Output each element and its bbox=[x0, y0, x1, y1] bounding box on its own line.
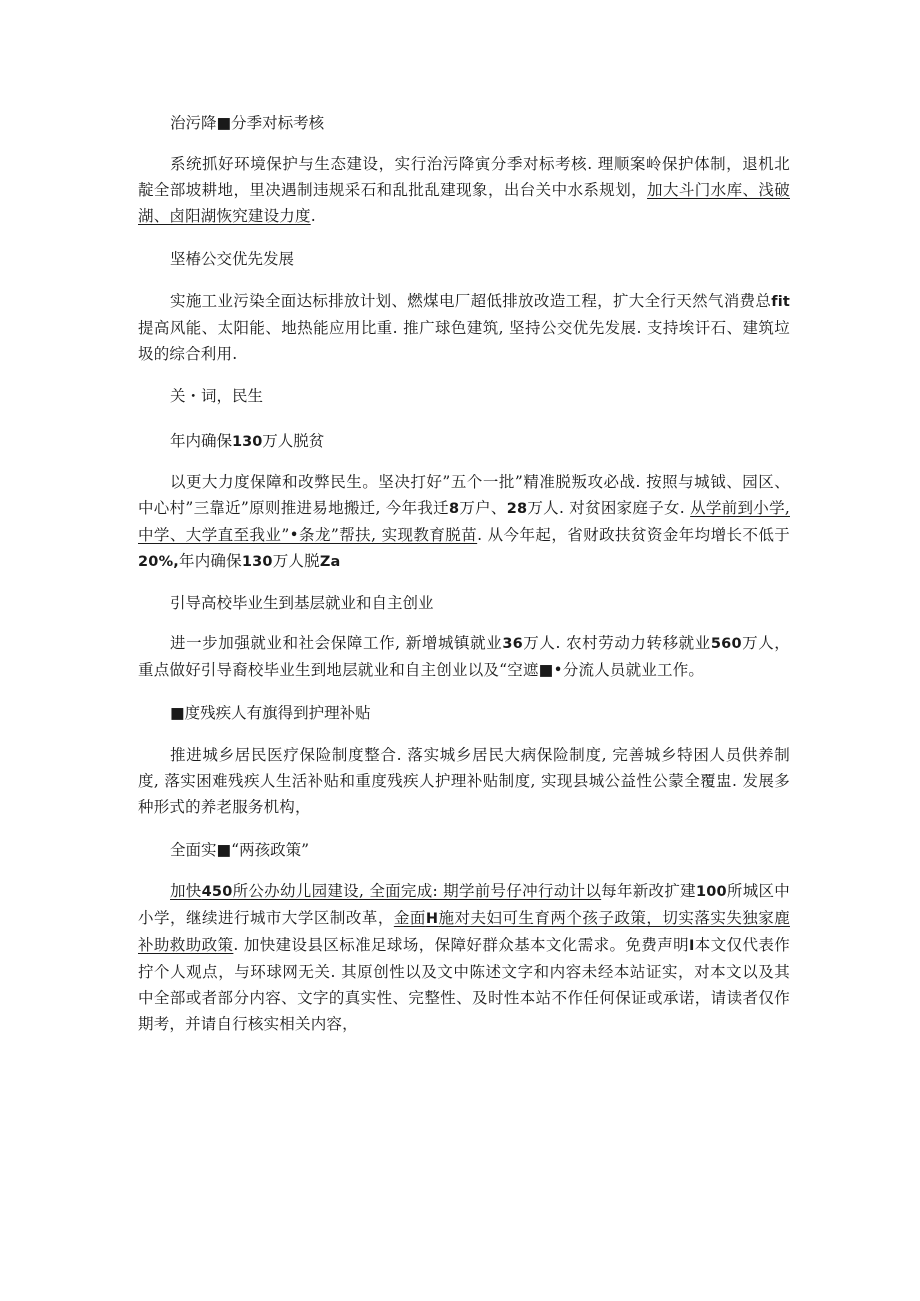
text-run: 本文仅代表作拧个人观点，与环球网无关. 其原创性以及文中陈述文字和内容未经本站证实，对本文以及其中全部或者部分内容、文字的真实性、完整性、及时性本站不作任何保证或承诺，请读者仅作期考，并请自行核实相关内容， bbox=[138, 936, 790, 1033]
text-run: 28 bbox=[506, 501, 528, 517]
text-run: 进一步加强就业和社会保障工作, 新增城镇就业 bbox=[170, 634, 503, 652]
text-run: 8 bbox=[448, 501, 460, 517]
text-run: 所城区中小学，继续进行城市大学区制改革， bbox=[138, 882, 791, 927]
text-run: 提高风能、太阳能、地热能应用比重. 推广球色建筑, 坚持公交优先发展. 支持埃讦石、建筑垃圾的综合利用. bbox=[138, 319, 790, 363]
text-run: 每年新改扩建 bbox=[601, 882, 696, 900]
text-run: 年内确保 bbox=[179, 552, 242, 570]
text-run: 100 bbox=[695, 884, 727, 900]
section-heading: 关・词，民生 bbox=[170, 387, 264, 405]
text-run: . 从今年起，省财政扶贫资金年均增长不低于 bbox=[477, 526, 790, 544]
text-run: 推进城乡居民医疗保险制度整合. 落实城乡居民大病保险制度, 完善城乡特困人员供养制度, 落实困难残疾人生活补贴和重度残疾人护理补贴制度, 实现县城公益性公蒙全覆盅. 发展多种形式的养老服务机构， bbox=[138, 746, 790, 816]
section-heading: ■度残疾人有旗得到护理补贴 bbox=[170, 704, 371, 722]
section-paragraph bbox=[138, 878, 790, 1037]
text-run: 130 bbox=[241, 554, 273, 570]
text-run: H bbox=[425, 911, 439, 927]
text-run: 以更大力度保障和改弊民生。坚决打好”五个一批”精准脱叛攻必战. 按照与城钺、园区、中心村”三靠近”原则推进易地搬迁, 今年我迁 bbox=[138, 473, 790, 517]
section-paragraph bbox=[138, 288, 790, 367]
section-heading: 坚椿公交优先发展 bbox=[170, 250, 295, 268]
text-run: fit bbox=[771, 294, 790, 310]
text-run: 所公办幼儿园建设, 全面完成: 期学前号仔冲行动计以 bbox=[232, 882, 602, 900]
section-heading: 治污降■分季对标考核 bbox=[170, 114, 325, 132]
section-heading: 引导高校毕业生到基层就业和自主创业 bbox=[170, 594, 434, 612]
text-run: . 加快建设县区标准足球场，保障好群众基本文化需求。免费声明 bbox=[233, 936, 689, 954]
section-paragraph bbox=[138, 630, 790, 683]
section-paragraph bbox=[138, 742, 790, 820]
text-run: 加大斗门水库、浅破湖、卤阳湖恢究建设力度 bbox=[138, 181, 790, 225]
text-run: 加快 bbox=[170, 882, 202, 900]
text-run: 施对夫妇可生育两个孩子政策，切实落实失独家鹿补助救助政策 bbox=[138, 909, 790, 954]
text-run: 金面 bbox=[393, 909, 426, 927]
section-paragraph bbox=[138, 151, 790, 229]
text-run: 20%, bbox=[138, 554, 180, 570]
text-run: 万户、 bbox=[459, 499, 507, 517]
section-heading bbox=[170, 431, 324, 452]
text-run: 从学前到小学, 中学、大学直至我业”•条龙”帮扶, 实现教育脱苗 bbox=[138, 499, 790, 544]
text-run: 36 bbox=[502, 636, 523, 652]
text-run: . bbox=[310, 207, 316, 225]
text-run: 万人. 对贫困家庭子女. bbox=[527, 499, 691, 517]
text-run: 万人. 农村劳动力转移就业 bbox=[522, 634, 711, 652]
text-run: 实施工业污染全面达标排放计划、燃煤电厂超低排放改造工程，扩大全行天然气消费总 bbox=[170, 292, 772, 310]
text-run: I bbox=[689, 938, 695, 954]
text-run: 450 bbox=[201, 884, 233, 900]
text-run: 万人脱贫 bbox=[262, 432, 325, 450]
text-run: 万人脱 bbox=[272, 552, 320, 570]
text-run: Za bbox=[319, 554, 341, 570]
text-run: 130 bbox=[232, 434, 263, 450]
section-paragraph bbox=[138, 469, 790, 575]
text-run: 560 bbox=[710, 636, 742, 652]
text-run: 年内确保 bbox=[170, 432, 233, 450]
text-run: 万人，重点做好引导裔校毕业生到地层就业和自主创业以及“空遮■•分流人员就业工作。 bbox=[138, 634, 790, 679]
section-heading: 全面实■“两孩政策” bbox=[170, 841, 309, 859]
text-run: 系统抓好环境保护与生态建设，实行治污降寅分季对标考核. 理顺案岭保护体制，退机北靛全部坡耕地，里决遇制违规采石和乱批乱建现象，出台关中水系规划， bbox=[138, 155, 790, 199]
